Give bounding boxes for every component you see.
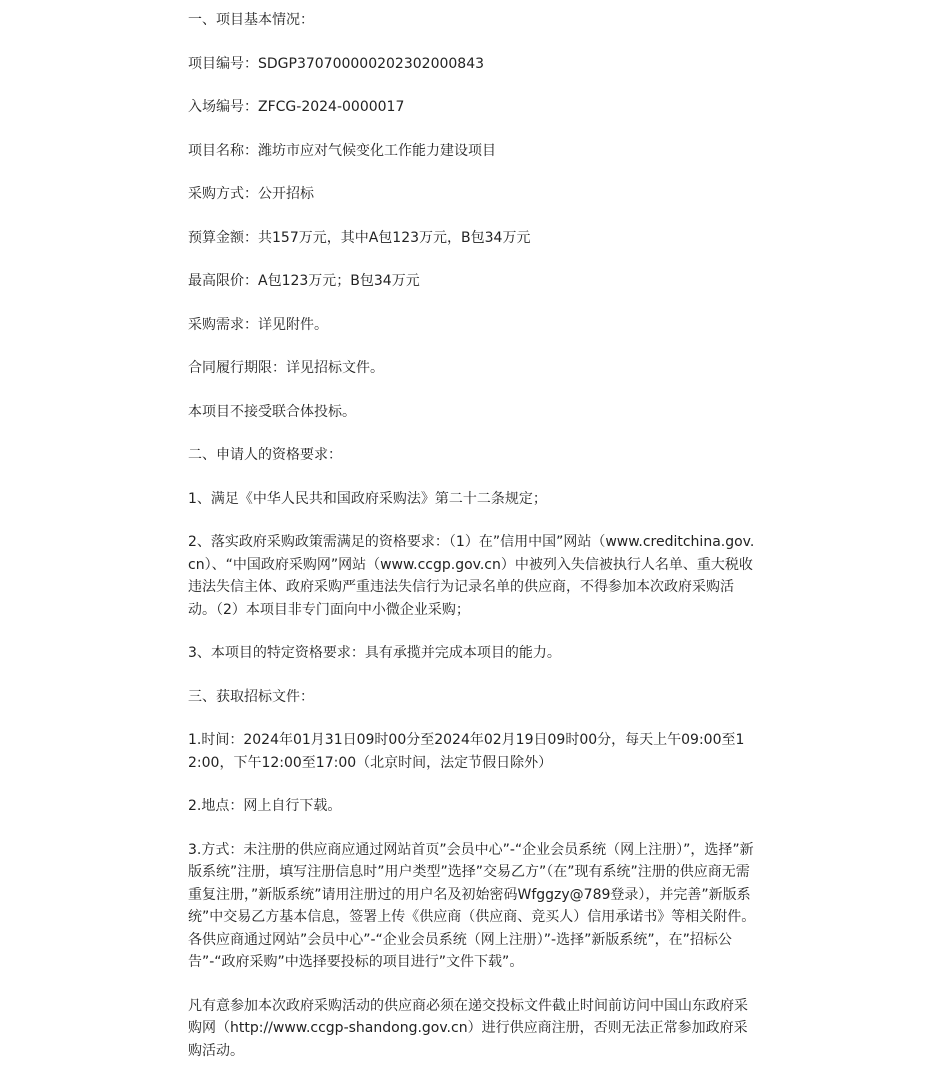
section-heading-obtain-documents: 三、获取招标文件： xyxy=(188,688,314,705)
budget-amount: 预算金额：共157万元，其中A包123万元，B包34万元 xyxy=(188,229,531,246)
qualification-item-2: 2、落实政府采购政策需满足的资格要求：（1）在”信用中国”网站（www.creditchina.gov.cn）、“中国政府采购网”网站（www.ccgp.gov.cn）中被列入失信被执行人名单、重大税收违法失信主体、政府采购严重违法失信行为记录名单的供应商，不得参加本次政府采购活动。（2）本项目非专门面向中小微企业采购； xyxy=(188,534,755,618)
qualification-item-1: 1、满足《中华人民共和国政府采购法》第二十二条规定； xyxy=(188,490,547,507)
price-limit: 最高限价：A包123万元；B包34万元 xyxy=(188,273,420,289)
consortium-note: 本项目不接受联合体投标。 xyxy=(188,403,356,420)
procurement-method: 采购方式：公开招标 xyxy=(188,186,314,202)
contract-period: 合同履行期限：详见招标文件。 xyxy=(188,360,384,376)
section-heading-basic-info: 一、项目基本情况： xyxy=(188,12,314,28)
section-heading-qualifications: 二、申请人的资格要求： xyxy=(188,447,342,463)
project-name: 项目名称：潍坊市应对气候变化工作能力建设项目 xyxy=(188,142,496,159)
entry-number: 入场编号：ZFCG-2024-0000017 xyxy=(188,99,405,115)
project-number: 项目编号：SDGP370700000202302000843 xyxy=(188,55,485,72)
qualification-item-3: 3、本项目的特定资格要求：具有承揽并完成本项目的能力。 xyxy=(188,645,561,661)
announcement-document xyxy=(188,9,756,1083)
procurement-requirements: 采购需求：详见附件。 xyxy=(188,316,328,333)
obtain-time: 1.时间：2024年01月31日09时00分至2024年02月19日09时00分，每天上午09:00至12:00，下午12:00至17:00（北京时间，法定节假日除外） xyxy=(188,732,745,771)
obtain-location: 2.地点：网上自行下载。 xyxy=(188,798,342,814)
obtain-method: 3.方式：未注册的供应商应通过网站首页”会员中心”-“企业会员系统（网上注册）”，选择”新版系统”注册，填写注册信息时”用户类型”选择”交易乙方”（在”现有系统”注册的供应商无需重复注册，”新版系统”请用注册过的用户名及初始密码Wfggzy@789登录），并完善”新版系统”中交易乙方基本信息，签署上传《供应商（供应商、竞买人）信用承诺书》等相关附件。各供应商通过网站”会员中心”-“企业会员系统（网上注册）”-选择”新版系统”，在”招标公告”-“政府采购”中选择要投标的项目进行”文件下载”。 xyxy=(188,841,756,970)
registration-notice: 凡有意参加本次政府采购活动的供应商必须在递交投标文件截止时间前访问中国山东政府采购网（http://www.ccgp-shandong.gov.cn）进行供应商注册，否则无法正常参加政府采购活动。 xyxy=(188,997,748,1059)
